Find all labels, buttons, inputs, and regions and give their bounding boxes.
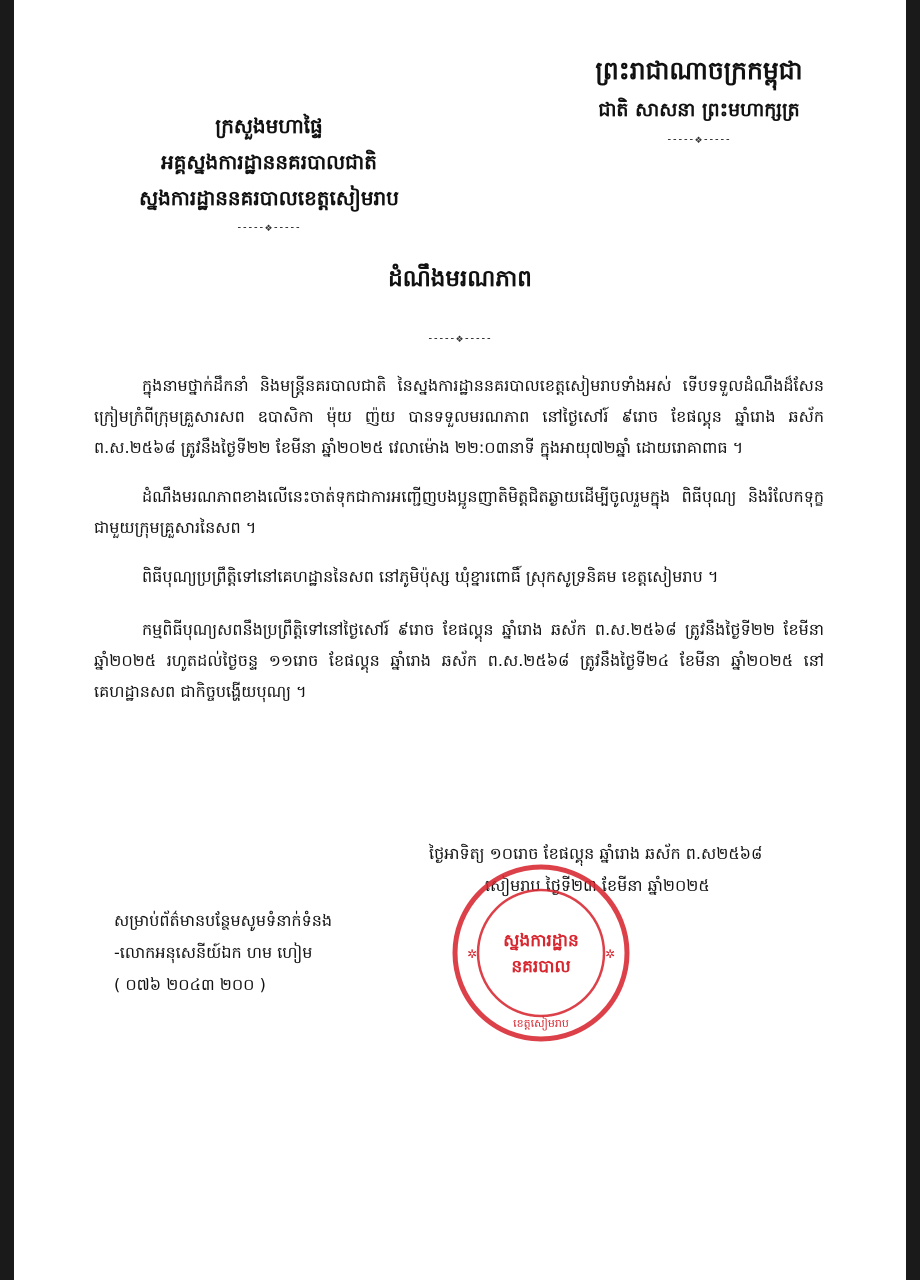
stamp-text-bottom: ខេត្តសៀមរាប <box>513 1017 569 1030</box>
department-line: អគ្គស្នងការដ្ឋាននគរបាលជាតិ <box>161 150 377 174</box>
stamp-text-top: ស្នងការដ្ឋាន <box>503 931 579 951</box>
contact-info <box>114 905 444 1001</box>
provincial-office-line: ស្នងការដ្ឋាននគរបាលខេត្តសៀមរាប <box>139 186 399 210</box>
kingdom-name: ព្រះរាជាណាចក្រកម្ពុជា <box>595 56 803 85</box>
solar-date: សៀមរាប ថ្ងៃទី២៣ ខែមីនា ឆ្នាំ២០២៥ <box>485 876 710 895</box>
ornament-divider-icon: ⁃⁃⁃⁃⁃❖⁃⁃⁃⁃⁃ <box>236 224 302 234</box>
contact-intro: សម្រាប់ព័ត៌មានបន្ថែមសូមទំនាក់ទំនង <box>114 911 333 930</box>
ministry-line: ក្រសួងមហាផ្ទៃ <box>215 114 323 138</box>
stamp-text-mid: នគរបាល <box>511 957 571 977</box>
ministry-header <box>104 108 434 235</box>
title-ornament-icon: ⁃⁃⁃⁃⁃❖⁃⁃⁃⁃⁃ <box>427 335 493 345</box>
stamp-star-icon: ✲ <box>466 947 478 961</box>
national-motto: ជាតិ សាសនា ព្រះមហាក្សត្រ <box>598 99 800 121</box>
lunar-date: ថ្ងៃអាទិត្យ ១០រោច ខែផល្គុន ឆ្នាំរោង ឆស័ក ព.ស២៥៦៨ <box>429 844 763 863</box>
contact-phone: ( ០៧៦ ២០៤៣ ២០០ ) <box>114 975 266 994</box>
paragraph: ដំណឹងមរណភាពខាងលើនេះចាត់ទុកជាការអញ្ជើញបងប្អូនញាតិមិត្តជិតឆ្ងាយដើម្បីចូលរួមក្នុង ពិធីបុណ្យ និងរំលែកទុក្ខជាមួយក្រុមគ្រួសារនៃសព ។ <box>94 487 824 537</box>
announcement-body <box>94 370 824 725</box>
official-stamp <box>450 862 632 1044</box>
stamp-star-icon: ✲ <box>604 947 616 961</box>
paragraph: ក្នុងនាមថ្នាក់ដឹកនាំ និងមន្ត្រីនគរបាលជាតិ នៃស្នងការដ្ឋាននគរបាលខេត្តសៀមរាបទាំងអស់ ទើបទទួលដំណឹងដ៏សែនក្រៀមក្រំពីក្រុមគ្រួសារសព ឧបាសិកា ម៉ុយ ញ៉យ បានទទួលមរណភាព នៅថ្ងៃសៅរ៍ ៩រោច ខែផល្គុន ឆ្នាំរោង ឆស័ក ព.ស.២៥៦៨ ត្រូវនឹងថ្ងៃទី២២ ខែមីនា ឆ្នាំ២០២៥ វេលាម៉ោង ២២:០៣នាទី ក្នុងអាយុ៧២ឆ្នាំ ដោយរោគាពាធ ។ <box>94 376 824 457</box>
paragraph: កម្មពិធីបុណ្យសពនឹងប្រព្រឹត្តិទៅនៅថ្ងៃសៅរ៍ ៩រោច ខែផល្គុន ឆ្នាំរោង ឆស័ក ព.ស.២៥៦៨ ត្រូវនឹងថ្ងៃទី២២ ខែមីនា ឆ្នាំ២០២៥ រហូតដល់ថ្ងៃចន្ទ ១១រោច ខែផល្គុន ឆ្នាំរោង ឆស័ក ព.ស.២៥៦៨ ត្រូវនឹងថ្ងៃទី២៤ ខែមីនា ឆ្នាំ២០២៥ នៅគេហដ្ឋានសព ជាកិច្ចបង្ហើយបុណ្យ ។ <box>94 620 824 701</box>
paragraph: ពិធីបុណ្យប្រព្រឹត្តិទៅនៅគេហដ្ឋាននៃសព នៅភូមិប៉ុស្ស ឃុំខ្នារពោធិ៍ ស្រុកសូទ្រនិគម ខេត្តសៀមរាប ។ <box>142 567 719 586</box>
document-page <box>14 0 906 1280</box>
contact-person: -លោកអនុសេនីយ៍ឯក ហម ហៀម <box>114 943 313 962</box>
ornament-divider-icon: ⁃⁃⁃⁃⁃❖⁃⁃⁃⁃⁃ <box>666 136 732 146</box>
document-title: ដំណឹងមរណភាព <box>388 266 532 292</box>
kingdom-header <box>549 56 849 147</box>
